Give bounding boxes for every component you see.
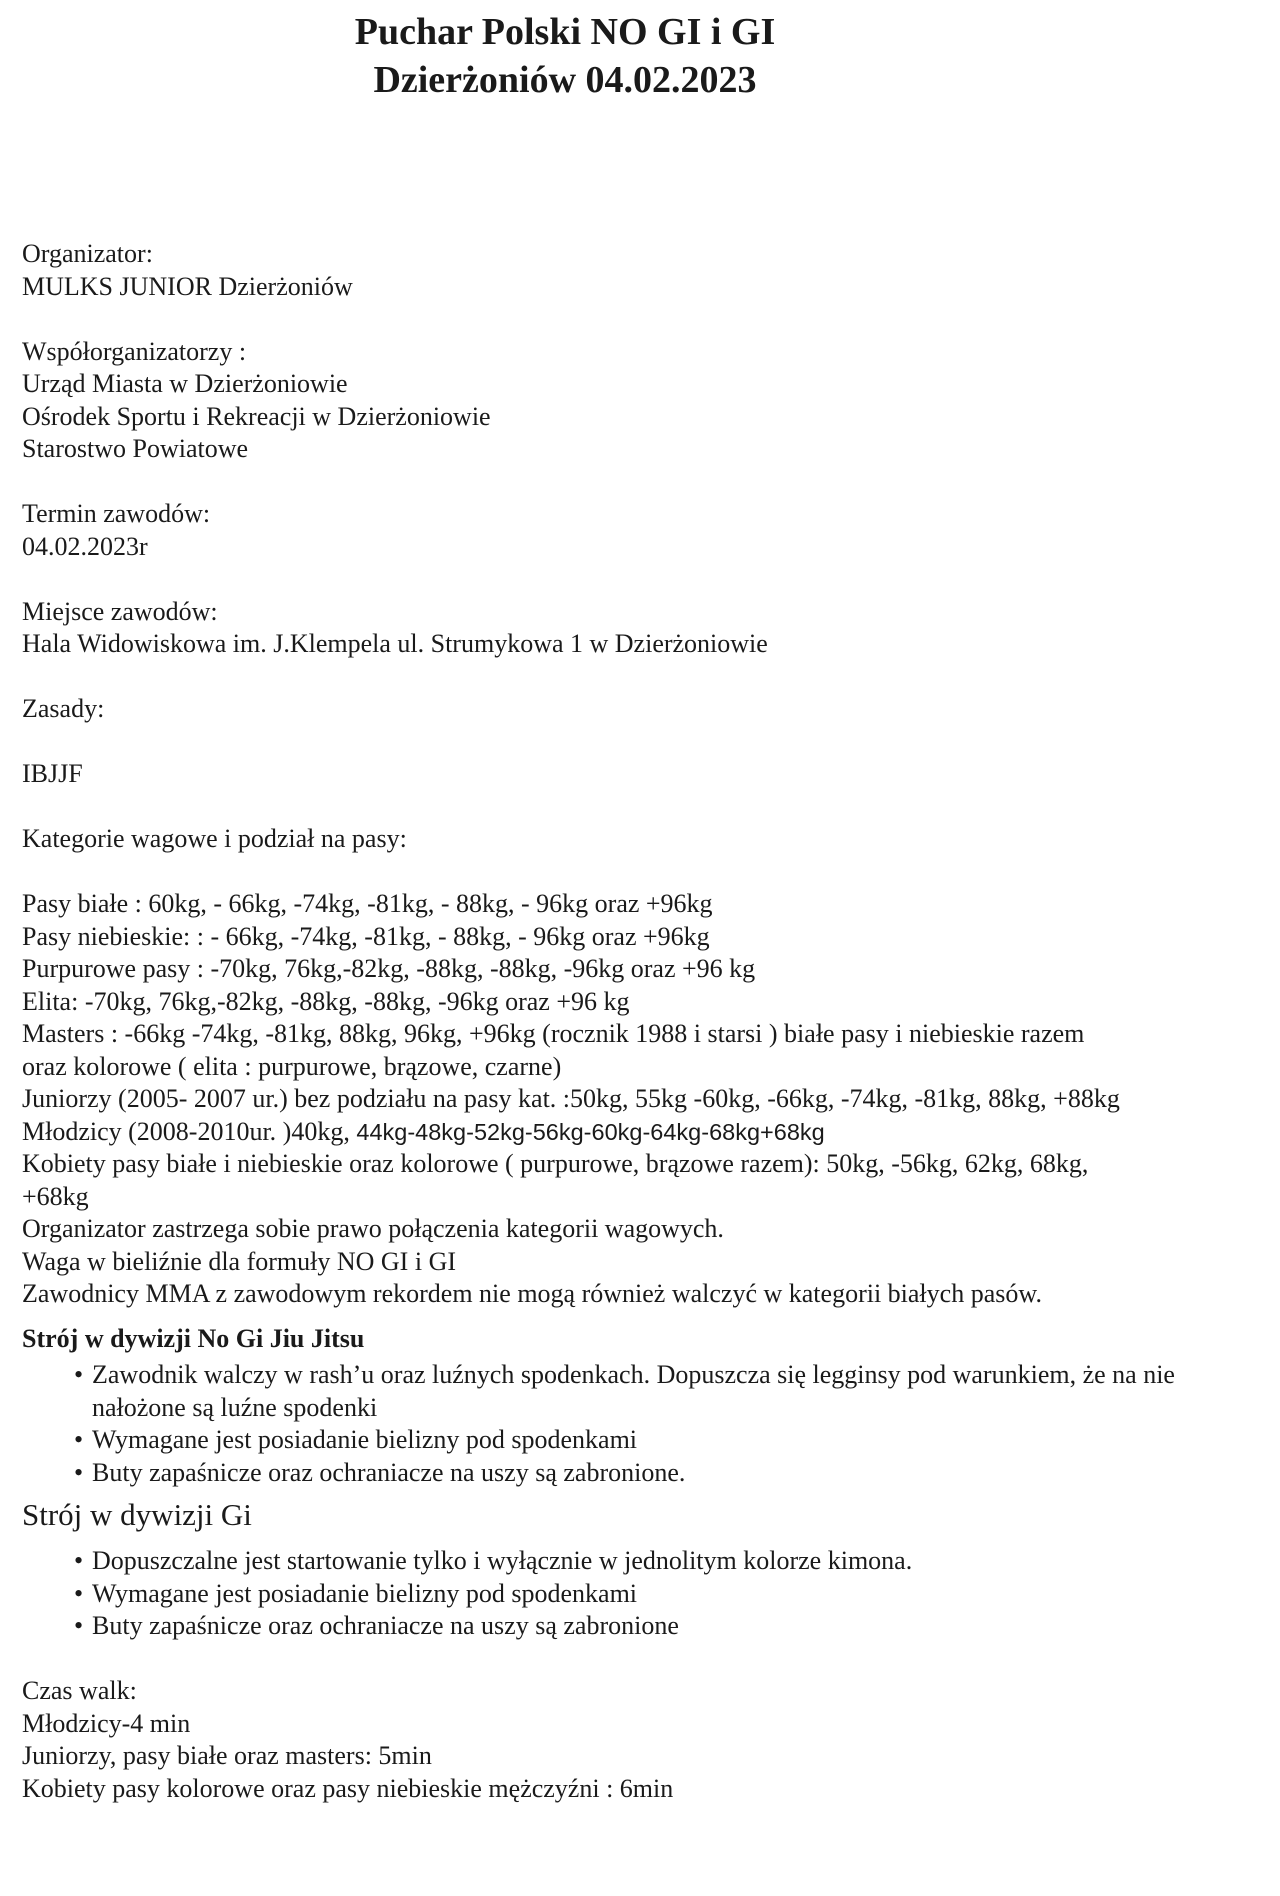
gi-heading: Strój w dywizji Gi: [22, 1497, 252, 1532]
title-line-2: Dzierżoniów 04.02.2023: [373, 59, 757, 101]
nogi-list: [22, 1359, 1272, 1489]
gi-list: [22, 1545, 1272, 1643]
time-women: Kobiety pasy kolorowe oraz pasy niebieskie mężczyźni : 6min: [22, 1773, 674, 1803]
document-body: [22, 238, 1272, 1805]
time-youth: Młodzicy-4 min: [22, 1708, 191, 1738]
coorganizers-label: Współorganizatorzy :: [22, 336, 247, 366]
document-title: [0, 8, 1280, 104]
category-youth: [22, 1116, 1272, 1149]
rules-label: Zasady:: [22, 694, 105, 723]
category-women-line-2: +68kg: [22, 1181, 89, 1211]
coorganizer-item: Ośrodek Sportu i Rekreacji w Dzierżoniowie: [22, 401, 491, 431]
nogi-heading: Strój w dywizji No Gi Jiu Jitsu: [22, 1323, 365, 1353]
category-purple: Purpurowe pasy : -70kg, 76kg,-82kg, -88kg, -88kg, -96kg oraz +96 kg: [22, 954, 756, 983]
venue-value: Hala Widowiskowa im. J.Klempela ul. Strumykowa 1 w Dzierżoniowie: [22, 629, 768, 658]
title-line-1: Puchar Polski NO GI i GI: [354, 11, 776, 53]
category-youth-serif: Młodzicy (2008-2010ur. )40kg,: [22, 1116, 350, 1146]
categories-label: Kategorie wagowe i podział na pasy:: [22, 824, 407, 853]
category-white: Pasy białe : 60kg, - 66kg, -74kg, -81kg, - 88kg, - 96kg oraz +96kg: [22, 889, 713, 918]
coorganizer-item: Urząd Miasta w Dzierżoniowie: [22, 369, 348, 398]
times-label: Czas walk:: [22, 1676, 137, 1705]
category-masters-line-2: oraz kolorowe ( elita : purpurowe, brązowe, czarne): [22, 1051, 562, 1081]
venue-label: Miejsce zawodów:: [22, 596, 218, 626]
category-women-line-1: Kobiety pasy białe i niebieskie oraz kolorowe ( purpurowe, brązowe razem): 50kg, -56kg, 62kg, 68kg,: [22, 1149, 1089, 1178]
organizer-value: MULKS JUNIOR Dzierżoniów: [22, 271, 353, 301]
list-item: • Zawodnik walczy w rash’u oraz luźnych spodenkach. Dopuszcza się legginsy pod warunkiem, że na nie nałożone są luźne spodenki: [74, 1359, 1272, 1424]
date-label: Termin zawodów:: [22, 499, 211, 528]
organizer-label: Organizator:: [22, 239, 153, 268]
category-youth-sans: 44kg-48kg-52kg-56kg-60kg-64kg-68kg+68kg: [349, 1118, 825, 1145]
list-item: • Dopuszczalne jest startowanie tylko i wyłącznie w jednolitym kolorze kimona.: [74, 1545, 1272, 1578]
categories-note-mma: Zawodnicy MMA z zawodowym rekordem nie mogą również walczyć w kategorii białych pasów.: [22, 1279, 1042, 1308]
categories-note-weighin: Waga w bieliźnie dla formuły NO GI i GI: [22, 1246, 457, 1276]
category-blue: Pasy niebieskie: : - 66kg, -74kg, -81kg, - 88kg, - 96kg oraz +96kg: [22, 921, 710, 951]
category-juniors: Juniorzy (2005- 2007 ur.) bez podziału na pasy kat. :50kg, 55kg -60kg, -66kg, -74kg, -81kg, 88kg, +88kg: [22, 1084, 1120, 1113]
list-item: • Wymagane jest posiadanie bielizny pod spodenkami: [74, 1578, 1272, 1611]
list-item: • Wymagane jest posiadanie bielizny pod spodenkami: [74, 1424, 1272, 1457]
date-value: 04.02.2023r: [22, 531, 148, 561]
categories-note-merge: Organizator zastrzega sobie prawo połączenia kategorii wagowych.: [22, 1214, 724, 1243]
category-masters-line-1: Masters : -66kg -74kg, -81kg, 88kg, 96kg, +96kg (rocznik 1988 i starsi ) białe pasy i niebieskie razem: [22, 1019, 1085, 1048]
category-elite: Elita: -70kg, 76kg,-82kg, -88kg, -88kg, -96kg oraz +96 kg: [22, 986, 630, 1016]
list-item: • Buty zapaśnicze oraz ochraniacze na uszy są zabronione: [74, 1610, 1272, 1643]
list-item: • Buty zapaśnicze oraz ochraniacze na uszy są zabronione.: [74, 1457, 1272, 1490]
rules-value: IBJJF: [22, 759, 83, 788]
time-juniors: Juniorzy, pasy białe oraz masters: 5min: [22, 1741, 432, 1770]
coorganizer-item: Starostwo Powiatowe: [22, 434, 249, 463]
